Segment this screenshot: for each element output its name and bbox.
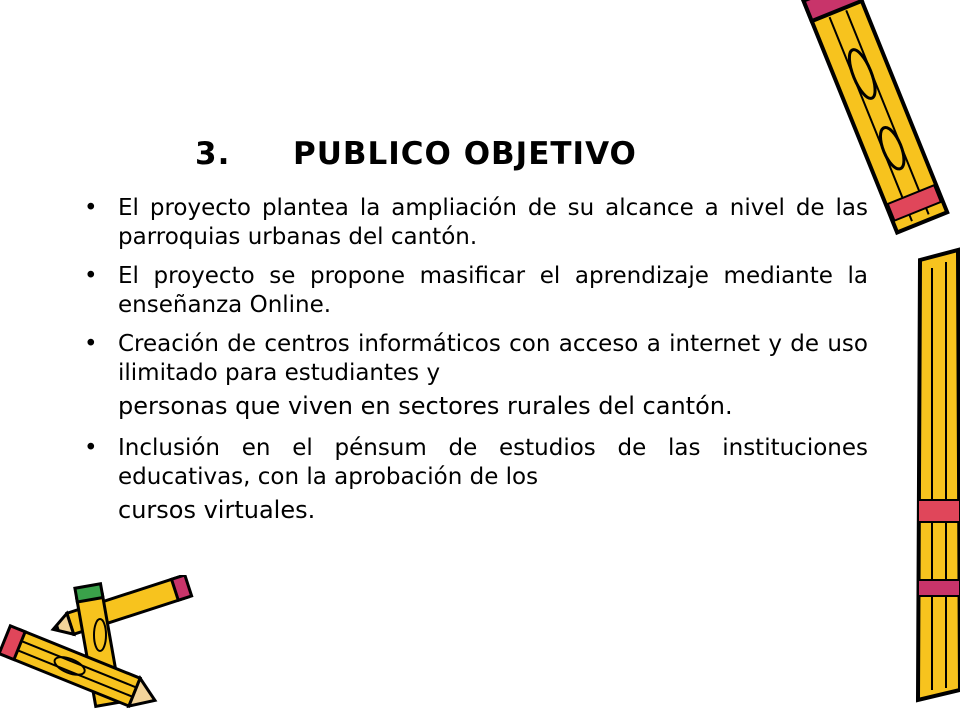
bullet-item: [84, 262, 868, 320]
bullet-dot: •: [84, 331, 98, 357]
bullet-text-continuation: personas que viven en sectores rurales del cantón.: [118, 392, 733, 420]
bullet-dot: •: [84, 195, 98, 221]
bullet-item: [84, 194, 868, 252]
slide-title: [195, 136, 637, 172]
title-text: PUBLICO OBJETIVO: [293, 136, 637, 172]
bullet-list: [84, 194, 868, 538]
bullet-item: [84, 434, 868, 528]
bullet-text: El proyecto plantea la ampliación de su alcance a nivel de las parroquias urbanas del cantón.: [118, 195, 868, 250]
bullet-text-continuation: cursos virtuales.: [118, 496, 316, 524]
bullet-text: Inclusión en el pénsum de estudios de las instituciones educativas, con la aprobación de los: [118, 435, 868, 490]
title-number: 3.: [195, 136, 231, 172]
bullet-dot: •: [84, 435, 98, 461]
bullet-dot: •: [84, 263, 98, 289]
bullet-text: Creación de centros informáticos con acceso a internet y de uso ilimitado para estudiantes y: [118, 331, 868, 386]
bullet-text: El proyecto se propone masificar el aprendizaje mediante la enseñanza Online.: [118, 263, 868, 318]
bullet-item: [84, 330, 868, 424]
pencils-clipart-bottom-left: [0, 575, 200, 720]
pencil-clipart-right: [800, 0, 960, 720]
